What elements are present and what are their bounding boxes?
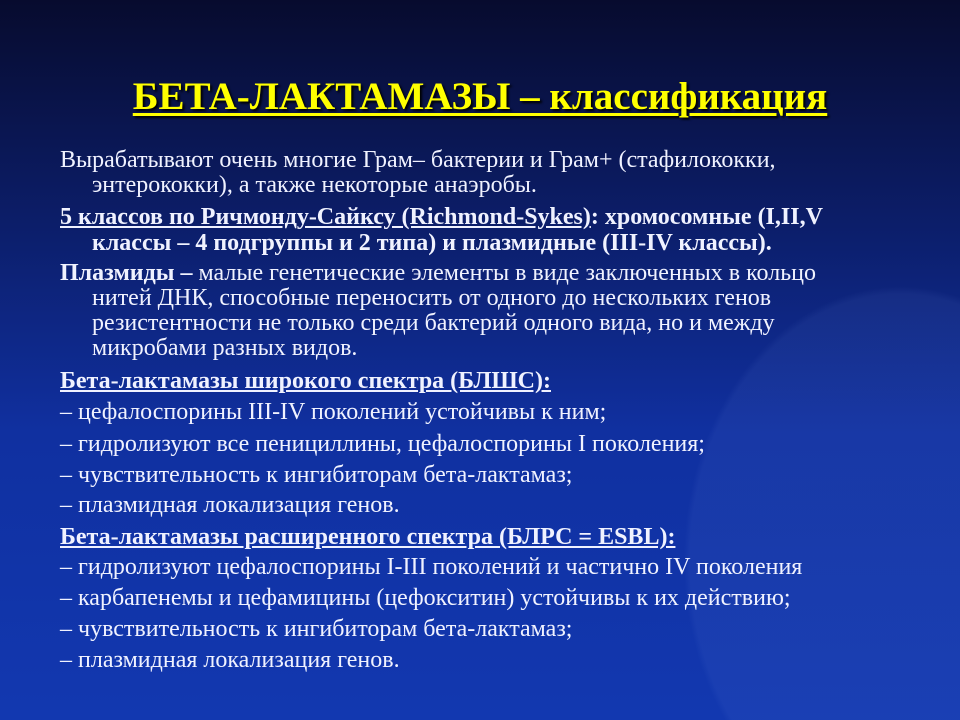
list-item: – цефалоспорины III-IV поколений устойчивы к ним; xyxy=(60,399,607,425)
richmond-sykes-heading: 5 классов по Ричмонду-Сайксу (Richmond-Sykes) xyxy=(60,204,591,230)
paragraph-line: классы – 4 подгруппы и 2 типа) и плазмидные (III-IV классы). xyxy=(92,230,772,256)
plasmids-text: малые генетические элементы в виде заключенных в кольцо xyxy=(192,260,816,286)
blrs-heading: Бета-лактамазы расширенного спектра (БЛРС = ESBL): xyxy=(60,524,676,550)
blshs-heading: Бета-лактамазы широкого спектра (БЛШС): xyxy=(60,368,551,394)
paragraph-line: резистентности не только среди бактерий одного вида, но и между xyxy=(92,310,775,336)
plasmids-line xyxy=(60,261,816,286)
paragraph-line: микробами разных видов. xyxy=(92,335,358,361)
paragraph-line: нитей ДНК, способные переносить от одного до нескольких генов xyxy=(92,285,772,311)
list-item: – плазмидная локализация генов. xyxy=(60,492,400,518)
list-item: – гидролизуют цефалоспорины I-III поколений и частично IV поколения xyxy=(60,554,803,580)
plasmids-term: Плазмиды – xyxy=(60,260,193,286)
list-item: – карбапенемы и цефамицины (цефокситин) устойчивы к их действию; xyxy=(60,585,791,611)
paragraph-line: Вырабатывают очень многие Грам– бактерии и Грам+ (стафилококки, xyxy=(60,147,776,173)
classes-line xyxy=(60,205,823,230)
list-item: – чувствительность к ингибиторам бета-лактамаз; xyxy=(60,462,573,488)
list-item: – гидролизуют все пенициллины, цефалоспорины I поколения; xyxy=(60,431,705,457)
classes-text: : хромосомные (I,II,V xyxy=(590,204,823,230)
slide-title: БЕТА-ЛАКТАМАЗЫ – классификация xyxy=(132,75,828,118)
list-item: – плазмидная локализация генов. xyxy=(60,647,400,673)
list-item: – чувствительность к ингибиторам бета-лактамаз; xyxy=(60,616,573,642)
paragraph-line: энтерококки), а также некоторые анаэробы. xyxy=(92,172,537,198)
